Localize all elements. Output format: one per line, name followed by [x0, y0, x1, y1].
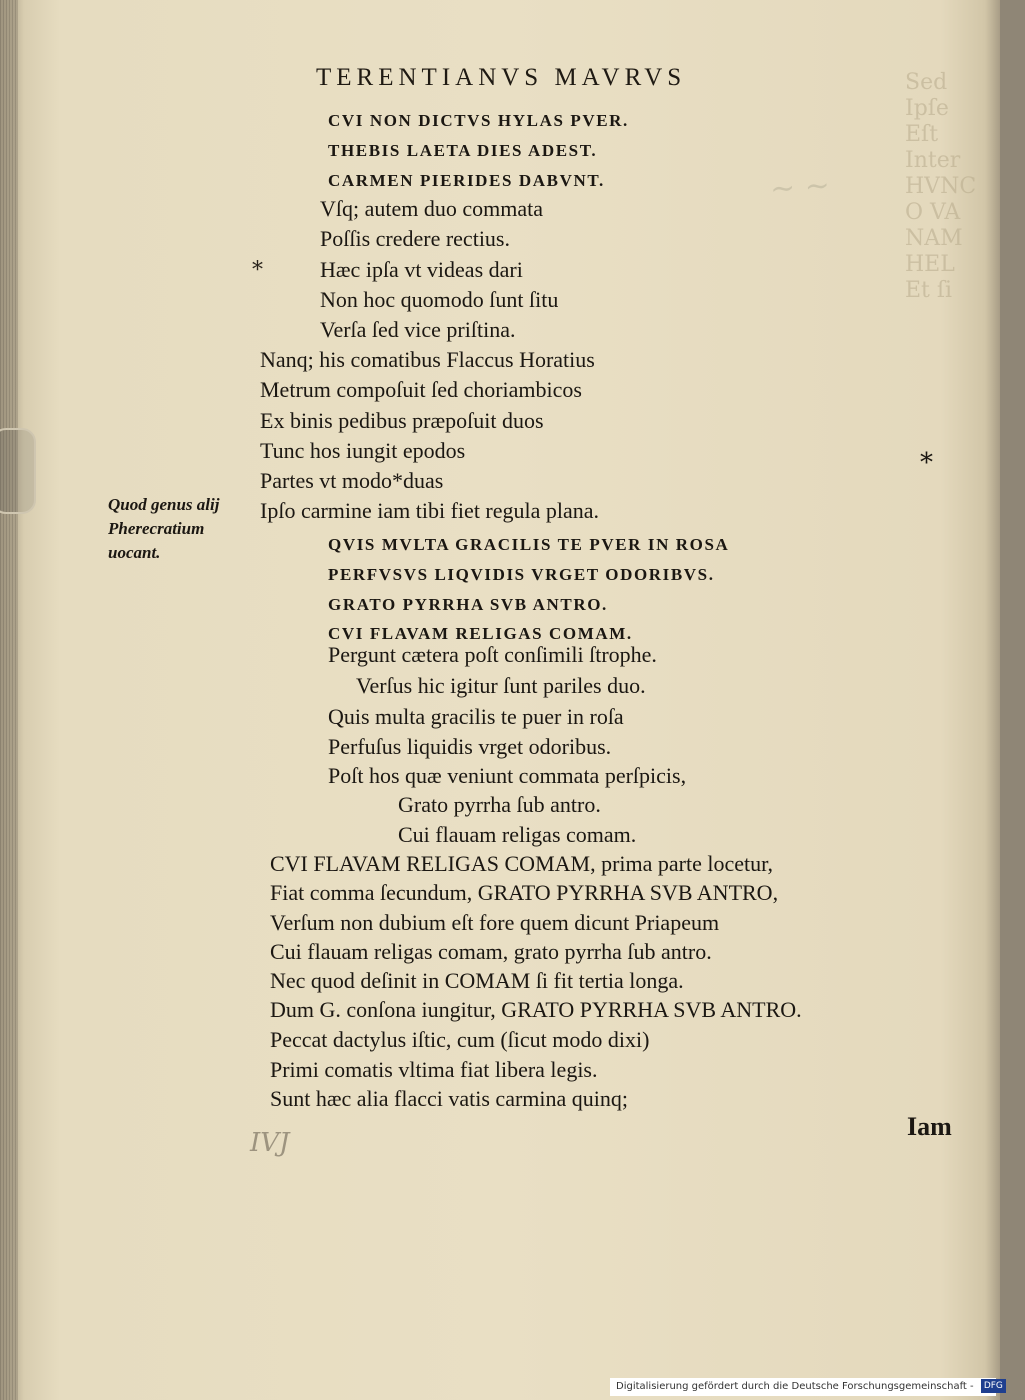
- verse-line: THEBIS LAETA DIES ADEST.: [328, 141, 598, 160]
- catchword: Iam: [907, 1112, 952, 1141]
- marginal-note-line: Pherecratium: [108, 519, 205, 538]
- digitization-footer: [610, 1378, 1003, 1396]
- verse-line: Vſq; autem duo commata: [320, 196, 543, 221]
- verse-line: Fiat comma ſecundum, GRATO PYRRHA SVB ANTRO,: [270, 880, 779, 905]
- left-asterisk-mark: *: [252, 258, 263, 283]
- right-asterisk-mark: *: [920, 448, 933, 478]
- verse-line: CVI FLAVAM RELIGAS COMAM, prima parte locetur,: [270, 851, 774, 876]
- verse-line: Pergunt cætera poſt conſimili ſtrophe.: [328, 642, 657, 667]
- marginal-note-line: uocant.: [108, 543, 161, 562]
- verse-line: Quis multa gracilis te puer in roſa: [328, 704, 624, 729]
- running-title: TERENTIANVS MAVRVS: [316, 64, 687, 91]
- verse-line: Verſa ſed vice priſtina.: [320, 317, 516, 342]
- dfg-logo-icon: DFG: [981, 1379, 1006, 1393]
- marginal-note-line: Quod genus alij: [108, 495, 220, 514]
- verse-line: Grato pyrrha ſub antro.: [398, 792, 601, 817]
- show-through-handwriting: ~ ~: [768, 167, 831, 208]
- verse-line: QVIS MVLTA GRACILIS TE PVER IN ROSA: [328, 535, 730, 554]
- verse-line: Verſus hic igitur ſunt pariles duo.: [356, 673, 646, 698]
- verse-line: Metrum compoſuit ſed choriambicos: [260, 377, 582, 402]
- verse-line: Tunc hos iungit epodos: [260, 438, 466, 463]
- verse-line: Cui flauam religas comam.: [398, 822, 637, 847]
- folio-mark: IVJ: [250, 1128, 290, 1158]
- verse-line: Ipſo carmine iam tibi fiet regula plana.: [260, 498, 600, 523]
- verse-line: PERFVSVS LIQVIDIS VRGET ODORIBVS.: [328, 565, 715, 584]
- footer-text: Digitalisierung gefördert durch die Deutsche Forschungsgemeinschaft -: [616, 1381, 974, 1392]
- verse-line: Perfuſus liquidis vrget odoribus.: [328, 734, 612, 759]
- verse-line: Sunt hæc alia flacci vatis carmina quinq;: [270, 1086, 629, 1111]
- verse-line: Primi comatis vltima fiat libera legis.: [270, 1057, 598, 1082]
- verse-line: Cui flauam religas comam, grato pyrrha ſub antro.: [270, 939, 712, 964]
- verse-line: GRATO PYRRHA SVB ANTRO.: [328, 595, 608, 614]
- marginal-note: [108, 493, 258, 565]
- verse-line: Ex binis pedibus præpoſuit duos: [260, 408, 544, 433]
- verse-line: CVI FLAVAM RELIGAS COMAM.: [328, 624, 633, 643]
- verse-line: Peccat dactylus iſtic, cum (ſicut modo dixi): [270, 1027, 650, 1052]
- book-clasp: [0, 428, 36, 514]
- verse-line: Nanq; his comatibus Flaccus Horatius: [260, 347, 595, 372]
- verse-line: Poſſis credere rectius.: [320, 226, 510, 251]
- verse-line: Dum G. conſona iungitur, GRATO PYRRHA SVB ANTRO.: [270, 997, 802, 1022]
- verse-line: CVI NON DICTVS HYLAS PVER.: [328, 111, 629, 130]
- show-through-text: Sed Ipſe Eſt Inter HVNC O VA NAM HEL Et ſi: [905, 70, 977, 303]
- verse-line: Hæc ipſa vt videas dari: [320, 257, 523, 282]
- book-page-edges: [0, 0, 18, 1400]
- verse-line: CARMEN PIERIDES DABVNT.: [328, 171, 605, 190]
- verse-line: Non hoc quomodo ſunt ſitu: [320, 287, 559, 312]
- verse-line: Partes vt modo*duas: [260, 468, 444, 493]
- verse-line: Poſt hos quæ veniunt commata perſpicis,: [328, 763, 687, 788]
- verse-line: Nec quod deſinit in COMAM ſi fit tertia longa.: [270, 968, 684, 993]
- verse-line: Verſum non dubium eſt fore quem dicunt Priapeum: [270, 910, 720, 935]
